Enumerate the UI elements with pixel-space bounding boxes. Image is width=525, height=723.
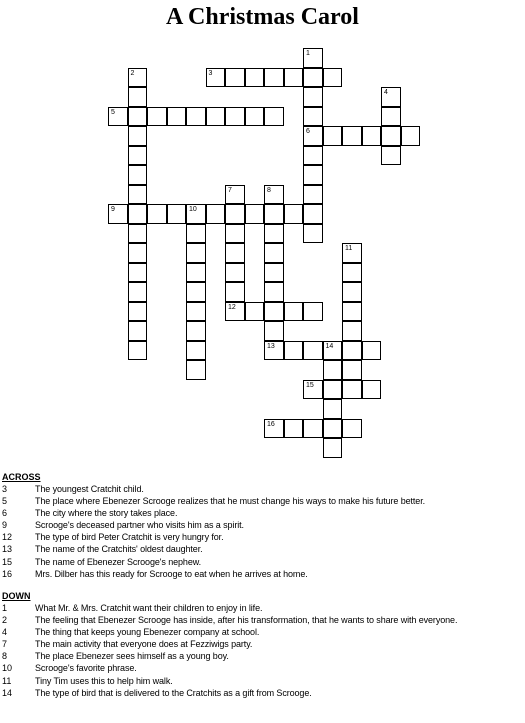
cell-number: 7 bbox=[228, 186, 232, 194]
grid-cell[interactable] bbox=[264, 321, 284, 341]
across-clue bbox=[2, 519, 524, 531]
cell-number: 8 bbox=[267, 186, 271, 194]
grid-cell[interactable] bbox=[381, 126, 401, 146]
down-clue bbox=[2, 662, 524, 674]
grid-cell[interactable] bbox=[186, 360, 206, 380]
grid-cell[interactable] bbox=[186, 263, 206, 283]
grid-cell[interactable] bbox=[342, 360, 362, 380]
grid-cell[interactable] bbox=[147, 204, 167, 224]
across-clue bbox=[2, 543, 524, 555]
grid-cell[interactable] bbox=[284, 302, 304, 322]
grid-cell[interactable] bbox=[342, 380, 362, 400]
clue-text: The type of bird Peter Cratchit is very hungry for. bbox=[35, 532, 224, 543]
clue-text: The type of bird that is delivered to the Cratchits as a gift from Scrooge. bbox=[35, 687, 312, 698]
across-clue bbox=[2, 495, 524, 507]
clue-number: 6 bbox=[2, 508, 8, 519]
grid-cell[interactable] bbox=[342, 282, 362, 302]
grid-cell[interactable] bbox=[264, 185, 284, 205]
grid-cell[interactable] bbox=[128, 165, 148, 185]
grid-cell[interactable] bbox=[381, 146, 401, 166]
grid-cell[interactable] bbox=[245, 302, 265, 322]
grid-cell[interactable] bbox=[128, 68, 148, 88]
grid-cell[interactable] bbox=[264, 204, 284, 224]
clue-number: 3 bbox=[2, 484, 8, 494]
clue-text: The feeling that Ebenezer Scrooge has inside, after his transformation, that he wants to share with everyone. bbox=[35, 615, 458, 626]
grid-cell[interactable] bbox=[303, 165, 323, 185]
cell-number: 9 bbox=[111, 206, 115, 213]
clue-number: 13 bbox=[2, 544, 13, 555]
across-clue bbox=[2, 531, 524, 543]
grid-cell[interactable] bbox=[323, 399, 343, 419]
grid-cell[interactable] bbox=[264, 263, 284, 283]
across-clue bbox=[2, 556, 524, 568]
grid-cell[interactable] bbox=[167, 107, 187, 127]
clue-text: The name of the Cratchits' oldest daughter. bbox=[35, 544, 203, 555]
grid-cell[interactable] bbox=[186, 341, 206, 361]
clue-text: The main activity that everyone does at Fezziwigs party. bbox=[35, 639, 253, 650]
down-clue bbox=[2, 626, 524, 638]
grid-cell[interactable] bbox=[264, 224, 284, 244]
grid-cell[interactable] bbox=[362, 341, 382, 361]
cell-number: 10 bbox=[189, 206, 197, 213]
clue-text: The place where Ebenezer Scrooge realizes that he must change his ways to make his future better. bbox=[35, 496, 426, 507]
grid-cell[interactable] bbox=[108, 107, 128, 127]
clue-number: 5 bbox=[2, 496, 8, 507]
grid-cell[interactable] bbox=[323, 360, 343, 380]
across-clue bbox=[2, 483, 524, 495]
grid-cell[interactable] bbox=[342, 419, 362, 439]
cell-number: 6 bbox=[306, 128, 310, 135]
grid-cell[interactable] bbox=[323, 419, 343, 439]
cell-number: 16 bbox=[267, 420, 275, 428]
grid-cell[interactable] bbox=[225, 204, 245, 224]
cell-number: 2 bbox=[130, 69, 135, 77]
cell-number: 13 bbox=[267, 342, 275, 350]
grid-cell[interactable] bbox=[323, 341, 343, 361]
grid-cell[interactable] bbox=[342, 263, 362, 283]
grid-cell[interactable] bbox=[342, 126, 362, 146]
grid-cell[interactable] bbox=[128, 224, 148, 244]
grid-cell[interactable] bbox=[186, 321, 206, 341]
grid-cell[interactable] bbox=[108, 204, 128, 224]
cell-number: 4 bbox=[384, 89, 388, 96]
cell-number: 11 bbox=[345, 245, 353, 252]
clue-number: 9 bbox=[2, 520, 8, 531]
grid-cell[interactable] bbox=[284, 68, 304, 88]
clue-number: 10 bbox=[2, 663, 13, 674]
clue-number: 14 bbox=[2, 687, 13, 698]
grid-cell[interactable] bbox=[128, 204, 148, 224]
cell-number: 15 bbox=[306, 381, 314, 389]
across-clues bbox=[2, 471, 524, 580]
grid-cell[interactable] bbox=[128, 87, 148, 107]
clue-number: 7 bbox=[2, 639, 8, 650]
clue-number: 4 bbox=[2, 627, 8, 638]
grid-cell[interactable] bbox=[323, 126, 343, 146]
clue-number: 1 bbox=[2, 603, 8, 613]
grid-cell[interactable] bbox=[323, 380, 343, 400]
grid-cell[interactable] bbox=[245, 68, 265, 88]
grid-cell[interactable] bbox=[303, 48, 323, 68]
grid-cell[interactable] bbox=[128, 107, 148, 127]
grid-cell[interactable] bbox=[225, 68, 245, 88]
page-title: A Christmas Carol bbox=[166, 4, 359, 30]
grid-cell[interactable] bbox=[303, 302, 323, 322]
clue-number: 12 bbox=[2, 532, 13, 543]
grid-cell[interactable] bbox=[128, 243, 148, 263]
grid-cell[interactable] bbox=[186, 107, 206, 127]
grid-cell[interactable] bbox=[186, 243, 206, 263]
grid-cell[interactable] bbox=[128, 146, 148, 166]
grid-cell[interactable] bbox=[245, 107, 265, 127]
grid-cell[interactable] bbox=[225, 107, 245, 127]
grid-cell[interactable] bbox=[323, 68, 343, 88]
clue-text: The name of Ebenezer Scrooge's nephew. bbox=[35, 556, 202, 567]
clue-text: The youngest Cratchit child. bbox=[35, 484, 144, 494]
grid-cell[interactable] bbox=[128, 302, 148, 322]
down-clue bbox=[2, 650, 524, 662]
grid-cell[interactable] bbox=[264, 419, 284, 439]
clue-text: Scrooge's deceased partner who visits him as a spirit. bbox=[35, 520, 244, 531]
cell-number: 5 bbox=[111, 108, 115, 116]
grid-cell[interactable] bbox=[186, 282, 206, 302]
grid-cell[interactable] bbox=[225, 302, 245, 322]
grid-cell[interactable] bbox=[264, 302, 284, 322]
grid-cell[interactable] bbox=[128, 321, 148, 341]
cell-number: 14 bbox=[325, 342, 334, 350]
grid-cell[interactable] bbox=[303, 419, 323, 439]
grid-cell[interactable] bbox=[128, 341, 148, 361]
down-clue bbox=[2, 638, 524, 650]
grid-cell[interactable] bbox=[303, 87, 323, 107]
grid-cell[interactable] bbox=[342, 341, 362, 361]
grid-cell[interactable] bbox=[303, 380, 323, 400]
grid-cell[interactable] bbox=[225, 282, 245, 302]
clue-text: The thing that keeps young Ebenezer company at school. bbox=[35, 627, 260, 638]
cell-number: 3 bbox=[208, 69, 213, 77]
grid-cell[interactable] bbox=[303, 185, 323, 205]
grid-cell[interactable] bbox=[264, 341, 284, 361]
grid-cell[interactable] bbox=[362, 380, 382, 400]
grid-cell[interactable] bbox=[225, 224, 245, 244]
grid-cell[interactable] bbox=[186, 204, 206, 224]
grid-cell[interactable] bbox=[186, 302, 206, 322]
grid-cell[interactable] bbox=[323, 438, 343, 458]
across-clue bbox=[2, 568, 524, 580]
clue-number: 11 bbox=[2, 675, 12, 686]
grid-cell[interactable] bbox=[128, 263, 148, 283]
clue-text: The place Ebenezer sees himself as a young boy. bbox=[35, 651, 229, 662]
grid-cell[interactable] bbox=[264, 243, 284, 263]
clue-text: Scrooge's favorite phrase. bbox=[35, 663, 137, 674]
down-clue bbox=[2, 687, 524, 699]
grid-cell[interactable] bbox=[128, 185, 148, 205]
down-clue bbox=[2, 602, 524, 614]
clue-text: Tiny Tim uses this to help him walk. bbox=[35, 675, 173, 686]
grid-cell[interactable] bbox=[264, 107, 284, 127]
grid-cell[interactable] bbox=[303, 341, 323, 361]
grid-cell[interactable] bbox=[167, 204, 187, 224]
grid-cell[interactable] bbox=[128, 126, 148, 146]
grid-cell[interactable] bbox=[225, 263, 245, 283]
grid-cell[interactable] bbox=[225, 243, 245, 263]
across-heading: ACROSS bbox=[2, 472, 41, 482]
grid-cell[interactable] bbox=[381, 87, 401, 107]
grid-cell[interactable] bbox=[342, 321, 362, 341]
grid-cell[interactable] bbox=[206, 68, 226, 88]
grid-cell[interactable] bbox=[284, 419, 304, 439]
down-clue bbox=[2, 614, 524, 626]
grid-cell[interactable] bbox=[186, 224, 206, 244]
grid-cell[interactable] bbox=[303, 126, 323, 146]
grid-cell[interactable] bbox=[284, 341, 304, 361]
grid-cell[interactable] bbox=[225, 185, 245, 205]
grid-cell[interactable] bbox=[342, 302, 362, 322]
grid-cell[interactable] bbox=[381, 107, 401, 127]
down-clues bbox=[2, 590, 524, 699]
down-clue bbox=[2, 675, 524, 687]
down-heading: DOWN bbox=[2, 591, 31, 601]
grid-cell[interactable] bbox=[303, 68, 323, 88]
clue-text: What Mr. & Mrs. Cratchit want their children to enjoy in life. bbox=[35, 603, 263, 613]
across-clue bbox=[2, 507, 524, 519]
cell-number: 12 bbox=[228, 303, 236, 311]
clue-text: The city where the story takes place. bbox=[35, 508, 178, 519]
clue-number: 8 bbox=[2, 651, 8, 662]
grid-cell[interactable] bbox=[362, 126, 382, 146]
grid-cell[interactable] bbox=[147, 107, 167, 127]
grid-cell[interactable] bbox=[303, 204, 323, 224]
grid-cell[interactable] bbox=[303, 224, 323, 244]
clue-number: 16 bbox=[2, 568, 13, 579]
grid-cell[interactable] bbox=[401, 126, 421, 146]
grid-cell[interactable] bbox=[303, 107, 323, 127]
grid-cell[interactable] bbox=[264, 282, 284, 302]
grid-cell[interactable] bbox=[206, 204, 226, 224]
grid-cell[interactable] bbox=[128, 282, 148, 302]
grid-cell[interactable] bbox=[303, 146, 323, 166]
clue-number: 15 bbox=[2, 556, 13, 567]
grid-cell[interactable] bbox=[342, 243, 362, 263]
clue-number: 2 bbox=[2, 615, 8, 626]
grid-cell[interactable] bbox=[245, 204, 265, 224]
grid-cell[interactable] bbox=[284, 204, 304, 224]
clue-text: Mrs. Dilber has this ready for Scrooge to eat when he arrives at home. bbox=[35, 568, 308, 579]
grid-cell[interactable] bbox=[206, 107, 226, 127]
grid-cell[interactable] bbox=[264, 68, 284, 88]
cell-number: 1 bbox=[306, 50, 310, 57]
